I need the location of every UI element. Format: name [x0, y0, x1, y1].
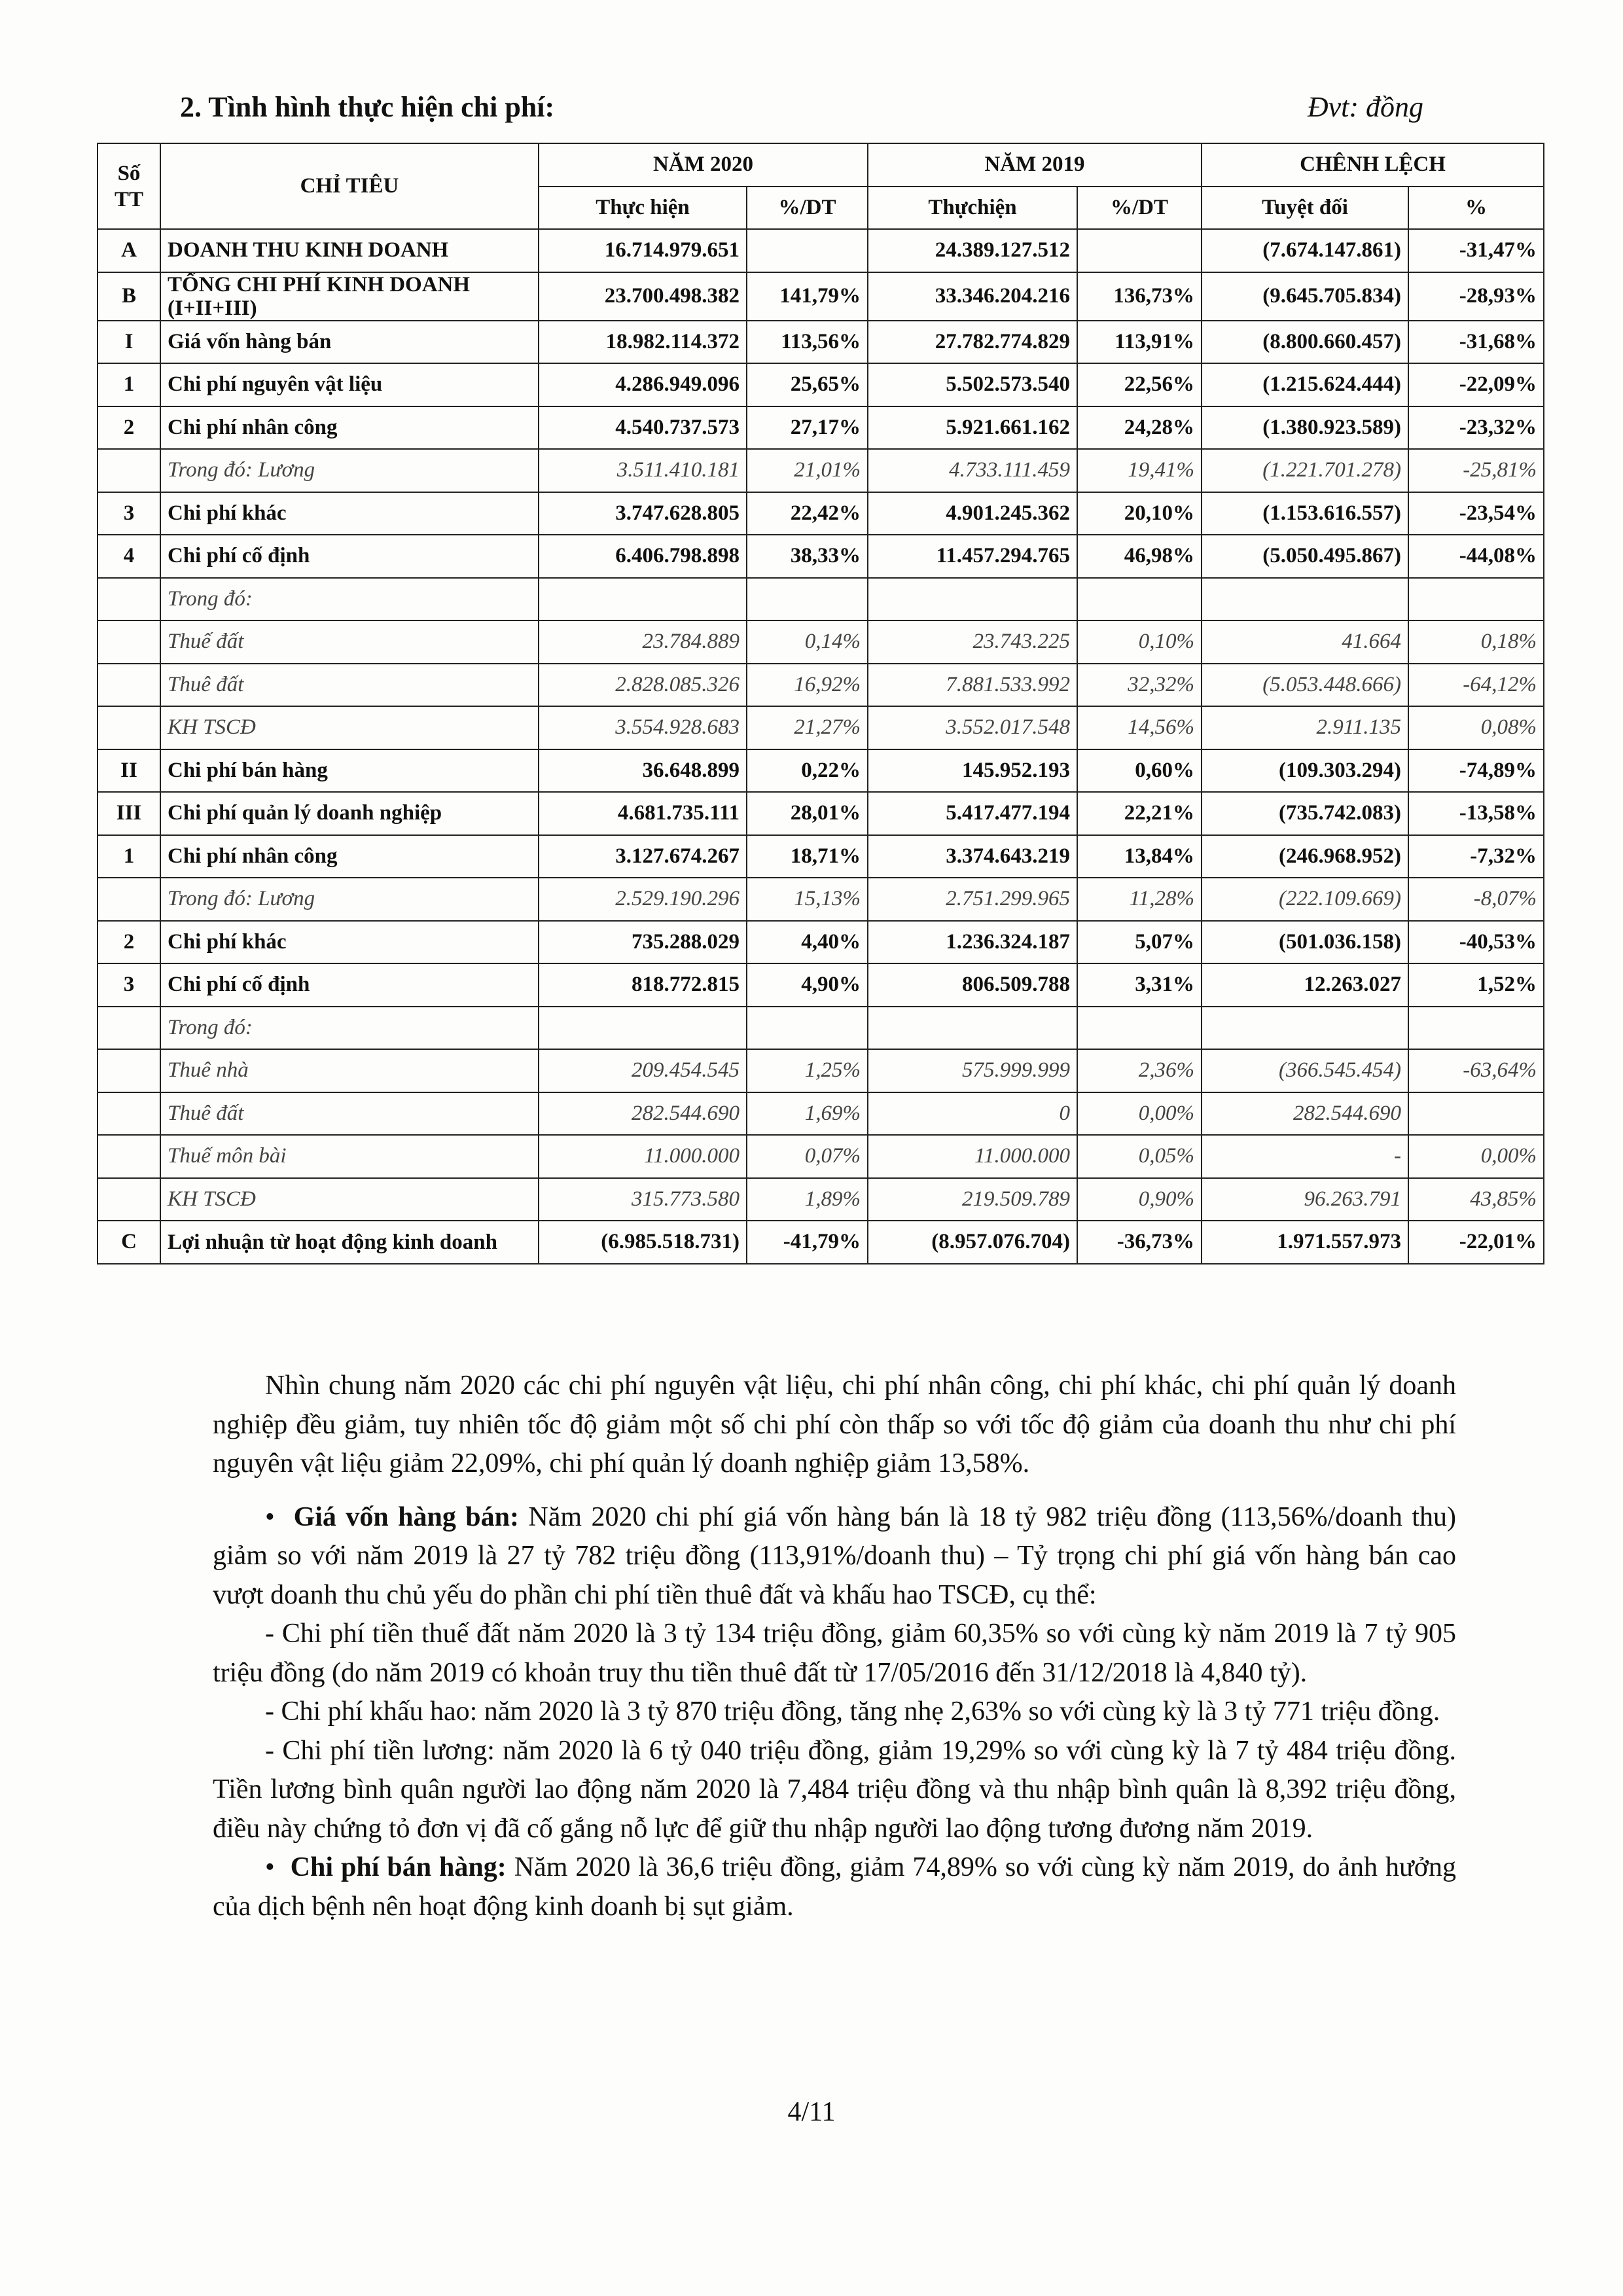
cell-v2020 [539, 578, 747, 621]
table-row [98, 492, 1544, 535]
cell-stt: 1 [98, 363, 160, 406]
cell-abs: - [1202, 1135, 1408, 1178]
cell-v2020: 818.772.815 [539, 963, 747, 1007]
cell-stt [98, 1135, 160, 1178]
cell-v2019: 1.236.324.187 [868, 921, 1077, 964]
cell-p2019: 136,73% [1077, 272, 1202, 321]
cell-v2020: 6.406.798.898 [539, 535, 747, 578]
cell-label: KH TSCĐ [160, 1178, 539, 1221]
cell-abs: 1.971.557.973 [1202, 1221, 1408, 1264]
cell-abs: (366.545.454) [1202, 1049, 1408, 1092]
cell-abs: 41.664 [1202, 620, 1408, 664]
cell-stt: II [98, 749, 160, 793]
cell-p2020: 0,14% [747, 620, 868, 664]
cell-v2019 [868, 1007, 1077, 1050]
cell-p2020: 1,69% [747, 1092, 868, 1136]
cell-label: Lợi nhuận từ hoạt động kinh doanh [160, 1221, 539, 1264]
cell-p2019: 19,41% [1077, 449, 1202, 492]
table-row [98, 878, 1544, 921]
cell-label: Thuế đất [160, 620, 539, 664]
cell-p2020: 15,13% [747, 878, 868, 921]
cell-abs: 282.544.690 [1202, 1092, 1408, 1136]
cell-abs: (109.303.294) [1202, 749, 1408, 793]
cell-v2020: 209.454.545 [539, 1049, 747, 1092]
cell-p2019: 0,90% [1077, 1178, 1202, 1221]
cell-p2020: 141,79% [747, 272, 868, 321]
cell-abs: (501.036.158) [1202, 921, 1408, 964]
cell-v2019: 806.509.788 [868, 963, 1077, 1007]
cell-p2019: 13,84% [1077, 835, 1202, 878]
cell-pct [1408, 578, 1544, 621]
cell-stt: 3 [98, 492, 160, 535]
cell-stt [98, 1178, 160, 1221]
cell-abs: (1.221.701.278) [1202, 449, 1408, 492]
cell-v2019: (8.957.076.704) [868, 1221, 1077, 1264]
cell-stt: 4 [98, 535, 160, 578]
cell-p2019: 113,91% [1077, 321, 1202, 364]
cell-pct: -74,89% [1408, 749, 1544, 793]
cell-pct: -22,09% [1408, 363, 1544, 406]
cell-p2019: 0,05% [1077, 1135, 1202, 1178]
cell-v2019: 2.751.299.965 [868, 878, 1077, 921]
page-number: 4/11 [787, 2097, 836, 2127]
cell-v2020: (6.985.518.731) [539, 1221, 747, 1264]
cell-v2019: 4.733.111.459 [868, 449, 1077, 492]
cell-pct: -25,81% [1408, 449, 1544, 492]
header-absolute: Tuyệt đối [1202, 187, 1408, 230]
header-stt: Số TT [98, 143, 160, 229]
cell-p2019: 32,32% [1077, 664, 1202, 707]
cell-p2019: 24,28% [1077, 406, 1202, 450]
cell-v2020: 3.554.928.683 [539, 706, 747, 749]
cell-label: Chi phí bán hàng [160, 749, 539, 793]
cell-label: TỔNG CHI PHÍ KINH DOANH (I+II+III) [160, 272, 539, 321]
cell-stt: I [98, 321, 160, 364]
cell-label: Thuê đất [160, 664, 539, 707]
cell-v2020: 16.714.979.651 [539, 229, 747, 272]
cell-label: Trong đó: [160, 578, 539, 621]
cell-label: Trong đó: [160, 1007, 539, 1050]
cell-label: Chi phí quản lý doanh nghiệp [160, 792, 539, 835]
cell-label: Chi phí nguyên vật liệu [160, 363, 539, 406]
table-row [98, 1135, 1544, 1178]
cell-p2020: 18,71% [747, 835, 868, 878]
cell-p2019: 22,21% [1077, 792, 1202, 835]
cell-pct: -64,12% [1408, 664, 1544, 707]
cell-v2019: 33.346.204.216 [868, 272, 1077, 321]
cell-v2019: 24.389.127.512 [868, 229, 1077, 272]
bullet-selling-label: Chi phí bán hàng: [290, 1852, 507, 1882]
cell-stt: 3 [98, 963, 160, 1007]
cell-abs [1202, 578, 1408, 621]
cell-p2019: 0,60% [1077, 749, 1202, 793]
table-row [98, 921, 1544, 964]
cell-stt [98, 706, 160, 749]
cell-p2019: 0,00% [1077, 1092, 1202, 1136]
cell-p2019: 20,10% [1077, 492, 1202, 535]
cell-pct [1408, 1092, 1544, 1136]
cell-v2020: 18.982.114.372 [539, 321, 747, 364]
cell-v2020: 2.828.085.326 [539, 664, 747, 707]
section-title: 2. Tình hình thực hiện chi phí: [180, 91, 555, 123]
dash-land-rent: - Chi phí tiền thuế đất năm 2020 là 3 tỷ 134 triệu đồng, giảm 60,35% so với cùng kỳ năm 2019 là 7 tỷ 905 triệu đồng (do năm 2019 có khoản truy thu tiền thuê đất từ 17/05/2016 đến 31/12/2018 là 4,840 tỷ). [213, 1619, 1456, 1688]
cell-label: Chi phí khác [160, 492, 539, 535]
cell-pct: -7,32% [1408, 835, 1544, 878]
cell-p2020: 28,01% [747, 792, 868, 835]
cell-label: Thuê nhà [160, 1049, 539, 1092]
table-row [98, 363, 1544, 406]
cell-v2019: 3.552.017.548 [868, 706, 1077, 749]
cell-pct: -28,93% [1408, 272, 1544, 321]
cell-pct: -44,08% [1408, 535, 1544, 578]
cell-p2019: 5,07% [1077, 921, 1202, 964]
header-pct-2019: %/DT [1077, 187, 1202, 230]
table-row [98, 1178, 1544, 1221]
cell-pct: 0,18% [1408, 620, 1544, 664]
table-row [98, 792, 1544, 835]
cell-abs: (8.800.660.457) [1202, 321, 1408, 364]
table-row [98, 963, 1544, 1007]
cell-p2020: 16,92% [747, 664, 868, 707]
cell-pct: 1,52% [1408, 963, 1544, 1007]
table-row [98, 406, 1544, 450]
cell-p2019 [1077, 1007, 1202, 1050]
table-row [98, 1221, 1544, 1264]
cell-label: Chi phí nhân công [160, 835, 539, 878]
cost-table [97, 143, 1544, 1265]
table-row [98, 229, 1544, 272]
cell-v2019: 7.881.533.992 [868, 664, 1077, 707]
table-row [98, 1049, 1544, 1092]
cell-v2019: 5.921.661.162 [868, 406, 1077, 450]
cell-v2019: 5.417.477.194 [868, 792, 1077, 835]
cell-p2020: 38,33% [747, 535, 868, 578]
cell-stt: A [98, 229, 160, 272]
cell-p2020 [747, 229, 868, 272]
cell-label: Chi phí cố định [160, 535, 539, 578]
cell-v2020: 3.747.628.805 [539, 492, 747, 535]
cell-p2020: -41,79% [747, 1221, 868, 1264]
cell-stt [98, 664, 160, 707]
table-row [98, 1092, 1544, 1136]
cell-label: KH TSCĐ [160, 706, 539, 749]
cell-p2019: 14,56% [1077, 706, 1202, 749]
header-year-2019: NĂM 2019 [868, 143, 1202, 187]
bullet-cogs-label: Giá vốn hàng bán: [293, 1501, 519, 1532]
table-row [98, 321, 1544, 364]
cell-v2019 [868, 578, 1077, 621]
cell-abs: 2.911.135 [1202, 706, 1408, 749]
cell-pct [1408, 1007, 1544, 1050]
cell-p2020: 4,40% [747, 921, 868, 964]
cell-v2020: 282.544.690 [539, 1092, 747, 1136]
cell-v2019: 0 [868, 1092, 1077, 1136]
cell-p2019 [1077, 229, 1202, 272]
cell-p2019: 22,56% [1077, 363, 1202, 406]
cell-abs: (7.674.147.861) [1202, 229, 1408, 272]
cell-abs: (1.380.923.589) [1202, 406, 1408, 450]
cell-abs: 96.263.791 [1202, 1178, 1408, 1221]
cell-p2020 [747, 1007, 868, 1050]
cell-label: Trong đó: Lương [160, 878, 539, 921]
cell-label: Chi phí cố định [160, 963, 539, 1007]
cell-p2020: 0,07% [747, 1135, 868, 1178]
cell-v2019: 27.782.774.829 [868, 321, 1077, 364]
cell-v2019: 145.952.193 [868, 749, 1077, 793]
cell-label: Thuế môn bài [160, 1135, 539, 1178]
bullet-cogs [213, 1498, 1456, 1615]
cell-pct: -8,07% [1408, 878, 1544, 921]
header-percent: % [1408, 187, 1544, 230]
cell-p2020 [747, 578, 868, 621]
dash-depreciation: - Chi phí khấu hao: năm 2020 là 3 tỷ 870 triệu đồng, tăng nhẹ 2,63% so với cùng kỳ là 3 tỷ 771 triệu đồng. [265, 1696, 1440, 1727]
cell-p2020: 21,27% [747, 706, 868, 749]
cell-abs: (735.742.083) [1202, 792, 1408, 835]
cell-p2020: 1,89% [747, 1178, 868, 1221]
cell-pct: -63,64% [1408, 1049, 1544, 1092]
cell-stt [98, 1049, 160, 1092]
cell-v2020: 3.511.410.181 [539, 449, 747, 492]
cell-v2020: 4.286.949.096 [539, 363, 747, 406]
cell-stt: 2 [98, 921, 160, 964]
body-text [213, 1367, 1456, 1926]
cell-v2020: 315.773.580 [539, 1178, 747, 1221]
header-pct-2020: %/DT [747, 187, 868, 230]
header-actual-2019: Thựchiện [868, 187, 1077, 230]
cell-v2019: 11.457.294.765 [868, 535, 1077, 578]
unit-label: Đvt: đồng [1307, 91, 1423, 123]
table-row [98, 578, 1544, 621]
cell-abs: (5.050.495.867) [1202, 535, 1408, 578]
cell-p2020: 113,56% [747, 321, 868, 364]
bullet-selling [213, 1848, 1456, 1926]
bullet-selling-text: Năm 2020 là 36,6 triệu đồng, giảm 74,89% so với cùng kỳ năm 2019, do ảnh hưởng của dịch bệnh nên hoạt động kinh doanh bị sụt giảm. [213, 1852, 1456, 1922]
cell-pct: -22,01% [1408, 1221, 1544, 1264]
table-row [98, 835, 1544, 878]
cell-p2019: 0,10% [1077, 620, 1202, 664]
cell-v2020: 2.529.190.296 [539, 878, 747, 921]
cell-pct: 0,08% [1408, 706, 1544, 749]
cell-v2019: 219.509.789 [868, 1178, 1077, 1221]
cell-v2019: 5.502.573.540 [868, 363, 1077, 406]
cell-p2019: 11,28% [1077, 878, 1202, 921]
cell-p2019: 46,98% [1077, 535, 1202, 578]
table-row [98, 272, 1544, 321]
cell-p2020: 25,65% [747, 363, 868, 406]
cell-stt: C [98, 1221, 160, 1264]
cell-label: Thuê đất [160, 1092, 539, 1136]
table-row [98, 664, 1544, 707]
cell-v2020: 36.648.899 [539, 749, 747, 793]
table-row [98, 1007, 1544, 1050]
cell-v2019: 575.999.999 [868, 1049, 1077, 1092]
cell-pct: 43,85% [1408, 1178, 1544, 1221]
cell-v2020: 23.784.889 [539, 620, 747, 664]
cell-v2020: 23.700.498.382 [539, 272, 747, 321]
cell-stt [98, 1092, 160, 1136]
cell-p2019: 3,31% [1077, 963, 1202, 1007]
cell-p2020: 27,17% [747, 406, 868, 450]
cell-stt: B [98, 272, 160, 321]
table-row [98, 620, 1544, 664]
cell-stt [98, 449, 160, 492]
table-row [98, 449, 1544, 492]
header-actual-2020: Thực hiện [539, 187, 747, 230]
cell-stt [98, 578, 160, 621]
cell-v2019: 23.743.225 [868, 620, 1077, 664]
cost-table-body [98, 229, 1544, 1264]
cell-stt [98, 1007, 160, 1050]
cell-abs [1202, 1007, 1408, 1050]
cell-p2019 [1077, 578, 1202, 621]
cell-v2019: 3.374.643.219 [868, 835, 1077, 878]
header-indicator: CHỈ TIÊU [160, 143, 539, 229]
bullet-icon: • [265, 1501, 294, 1532]
cell-v2020: 4.681.735.111 [539, 792, 747, 835]
cell-v2019: 11.000.000 [868, 1135, 1077, 1178]
cell-v2020: 11.000.000 [539, 1135, 747, 1178]
cell-pct: -31,68% [1408, 321, 1544, 364]
cell-abs: 12.263.027 [1202, 963, 1408, 1007]
cell-stt: III [98, 792, 160, 835]
cell-p2019: -36,73% [1077, 1221, 1202, 1264]
cell-v2020 [539, 1007, 747, 1050]
cell-p2020: 0,22% [747, 749, 868, 793]
dash-salary: - Chi phí tiền lương: năm 2020 là 6 tỷ 040 triệu đồng, giảm 19,29% so với cùng kỳ là 7 tỷ 484 triệu đồng. Tiền lương bình quân người lao động năm 2020 là 7,484 triệu đồng và thu nhập bình quân là 8,392 triệu đồng, điều này chứng tỏ đơn vị đã cố gắng nỗ lực để giữ thu nhập người lao động tương đương năm 2019. [213, 1735, 1456, 1844]
cell-label: Trong đó: Lương [160, 449, 539, 492]
cell-v2020: 3.127.674.267 [539, 835, 747, 878]
cell-v2020: 4.540.737.573 [539, 406, 747, 450]
cell-stt [98, 878, 160, 921]
cell-p2020: 1,25% [747, 1049, 868, 1092]
cell-abs: (9.645.705.834) [1202, 272, 1408, 321]
table-row [98, 535, 1544, 578]
cell-pct: 0,00% [1408, 1135, 1544, 1178]
cell-abs: (222.109.669) [1202, 878, 1408, 921]
cell-v2019: 4.901.245.362 [868, 492, 1077, 535]
cell-label: Chi phí nhân công [160, 406, 539, 450]
cell-p2020: 21,01% [747, 449, 868, 492]
cell-stt: 2 [98, 406, 160, 450]
cell-label: Chi phí khác [160, 921, 539, 964]
cell-p2020: 4,90% [747, 963, 868, 1007]
cell-p2020: 22,42% [747, 492, 868, 535]
bullet-cogs-text: Năm 2020 chi phí giá vốn hàng bán là 18 tỷ 982 triệu đồng (113,56%/doanh thu) giảm so với năm 2019 là 27 tỷ 782 triệu đồng (113,91%/doanh thu) – Tỷ trọng chi phí giá vốn hàng bán cao vượt doanh thu chủ yếu do phần chi phí tiền thuê đất và khấu hao TSCĐ, cụ thể: [213, 1501, 1456, 1610]
cell-stt: 1 [98, 835, 160, 878]
cell-pct: -23,54% [1408, 492, 1544, 535]
cell-abs: (5.053.448.666) [1202, 664, 1408, 707]
cell-pct: -23,32% [1408, 406, 1544, 450]
header-year-2020: NĂM 2020 [539, 143, 868, 187]
summary-paragraph: Nhìn chung năm 2020 các chi phí nguyên vật liệu, chi phí nhân công, chi phí khác, chi phí quản lý doanh nghiệp đều giảm, tuy nhiên tốc độ giảm một số chi phí còn thấp so với tốc độ giảm của doanh thu như chi phí nguyên vật liệu giảm 22,09%, chi phí quản lý doanh nghiệp giảm 13,58%. [213, 1371, 1456, 1479]
cell-p2019: 2,36% [1077, 1049, 1202, 1092]
cell-label: DOANH THU KINH DOANH [160, 229, 539, 272]
section-heading [180, 90, 1423, 130]
cell-abs: (1.153.616.557) [1202, 492, 1408, 535]
cell-pct: -13,58% [1408, 792, 1544, 835]
table-row [98, 749, 1544, 793]
table-row [98, 706, 1544, 749]
cell-abs: (1.215.624.444) [1202, 363, 1408, 406]
cell-pct: -40,53% [1408, 921, 1544, 964]
cell-label: Giá vốn hàng bán [160, 321, 539, 364]
header-difference: CHÊNH LỆCH [1202, 143, 1544, 187]
cell-pct: -31,47% [1408, 229, 1544, 272]
cell-abs: (246.968.952) [1202, 835, 1408, 878]
cell-stt [98, 620, 160, 664]
bullet-icon: • [265, 1852, 291, 1882]
cell-v2020: 735.288.029 [539, 921, 747, 964]
